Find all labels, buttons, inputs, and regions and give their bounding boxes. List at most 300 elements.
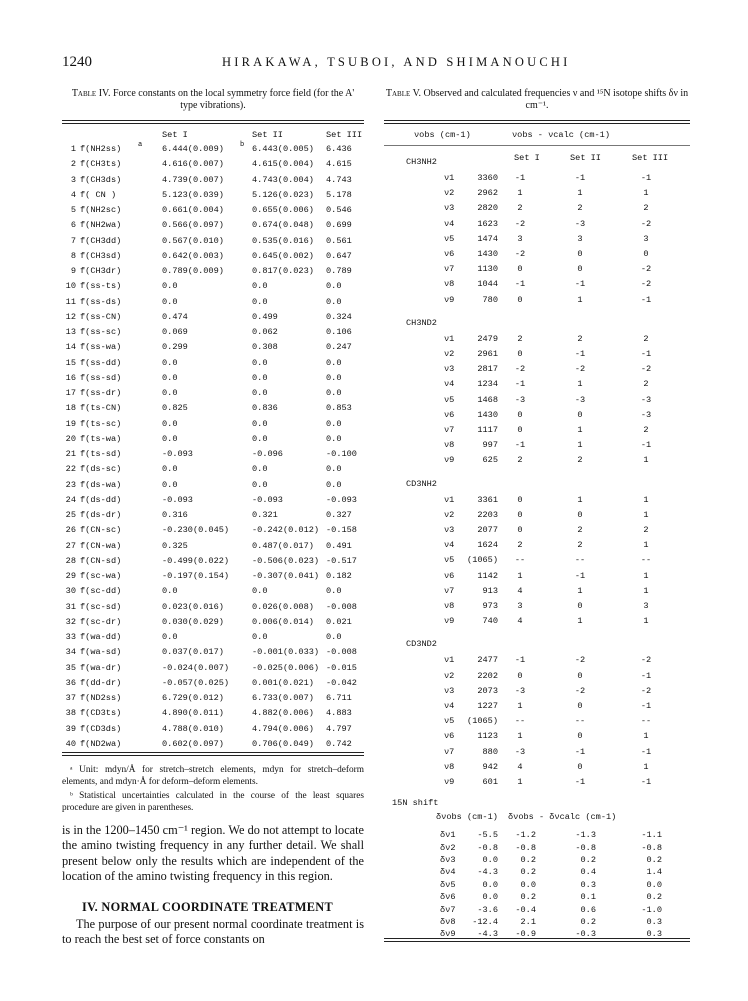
table4-row	[62, 448, 364, 460]
table5-obs-value: 1044	[477, 279, 498, 290]
table5-cell-set3: -2	[640, 264, 652, 275]
table5-shift-cell-set2: 0.1	[580, 892, 596, 903]
table5-obs-value: 1117	[477, 425, 498, 435]
table5-cell-set1: -2	[514, 249, 526, 259]
table4-row	[62, 570, 364, 582]
table5-obs-value: 913	[482, 585, 498, 596]
table4-row-number: 29	[65, 571, 76, 581]
table4-row	[62, 174, 364, 186]
table4-row-set2: 0.026(0.008)	[252, 601, 314, 612]
table4-row-constant: f(ND2ss)	[80, 693, 122, 703]
table4-row-set3: 0.106	[326, 327, 352, 337]
table4-row-set1: -0.499(0.022)	[162, 555, 230, 566]
table4-row	[62, 677, 364, 689]
table5-cell-set1: 4	[517, 761, 523, 772]
table4-row-set1: 0.566(0.097)	[162, 220, 224, 231]
table5-shift-cell-set2: -1.3	[575, 830, 596, 841]
table4-footnote-mark-a: a	[138, 141, 143, 149]
table4-row-set2: 0.0	[252, 357, 268, 368]
table4-row-set3: 0.182	[326, 571, 352, 581]
table5-shift-mode: δν8	[440, 917, 456, 927]
table4-row-number: 20	[65, 433, 76, 444]
table5-obs-value: 2073	[477, 685, 498, 696]
table4-row-number: 4	[70, 189, 76, 200]
table4-row-set3: -0.100	[326, 449, 357, 459]
table4-header-set1: Set I	[162, 130, 188, 140]
table4-row	[62, 707, 364, 719]
table4-row-set3: 0.0	[326, 464, 342, 475]
table4-row-set1: 0.325	[162, 540, 188, 551]
table5-caption-text: Observed and calculated frequencies ν and ¹⁵N isotope shifts δν in cm⁻¹.	[421, 88, 689, 111]
table4-row-set2: 4.794(0.006)	[252, 723, 314, 734]
table5-shift-obs: 0.0	[482, 855, 498, 865]
table4-footnote-a: ᵃ Unit: mdyn/Å for stretch–stretch elements, mdyn for stretch–deform elements, and mdyn·Å for deform–deform elements.	[62, 765, 364, 788]
table4-row-set3: 4.615	[326, 159, 352, 170]
table4-row-set2: 4.615(0.004)	[252, 159, 314, 170]
table4-row	[62, 143, 364, 155]
table5-mode: ν1	[444, 655, 455, 666]
table4-row-constant: f(sc-dd)	[80, 586, 122, 597]
table5-mode: ν5	[444, 233, 455, 244]
table4-row-set3: 0.327	[326, 510, 352, 520]
table4-row-constant: f(wa-dd)	[80, 632, 122, 642]
table4-row-constant: f(wa-sd)	[80, 647, 122, 658]
table4-row	[62, 189, 364, 201]
table5-cell-set3: --	[640, 555, 652, 566]
table4-row-constant: f(CD3ts)	[80, 708, 122, 719]
table4-row-constant: f(ss-sd)	[80, 372, 122, 383]
table4-row-constant: f(sc-wa)	[80, 571, 122, 581]
table5-shift-mode: δν2	[440, 842, 456, 853]
table5-cell-set1: -1	[514, 379, 526, 390]
table4-row-set1: 0.316	[162, 510, 188, 520]
table5-cell-set1: -1	[514, 440, 526, 451]
table5-cell-set1: 0	[517, 670, 523, 681]
table4-row-number: 21	[65, 449, 76, 459]
table4-row-set1: -0.230(0.045)	[162, 525, 230, 536]
table4-row-number: 34	[65, 647, 76, 658]
table4-top-rule	[62, 120, 364, 121]
table5-obs-value: 601	[482, 777, 498, 787]
table4-row	[62, 555, 364, 567]
table5-cell-set1: 3	[517, 233, 523, 244]
table5-cell-set2: --	[574, 716, 586, 727]
table4-caption	[62, 88, 364, 112]
table4-row-set1: 0.0	[162, 296, 178, 307]
table5-cell-set3: -1	[640, 173, 652, 183]
table5-cell-set1: 0	[517, 509, 523, 520]
table5-mode: ν4	[444, 218, 455, 229]
table4-row-set3: -0.008	[326, 647, 357, 658]
table4-row	[62, 738, 364, 750]
table4-row-number: 26	[65, 525, 76, 536]
table5-obs-value: 1142	[477, 570, 498, 581]
table4-row-number: 18	[65, 403, 76, 414]
table5-obs-value: 1123	[477, 731, 498, 742]
table5-label: Table V.	[385, 88, 422, 99]
table4-row-number: 23	[65, 479, 76, 490]
table5-mode: ν2	[444, 349, 455, 359]
table4-row-number: 8	[70, 250, 76, 261]
table4-row-set3: 0.699	[326, 220, 352, 231]
table5-obs-value: 1624	[477, 540, 498, 551]
table5-mode: ν6	[444, 731, 455, 742]
table5-cell-set1: 2	[517, 540, 523, 551]
table4-row-set1: 0.642(0.003)	[162, 250, 224, 261]
table5-cell-set2: -1	[574, 570, 586, 581]
table5-cell-set3: -2	[640, 364, 652, 375]
table4-row-number: 40	[65, 738, 76, 749]
table5-cell-set3: 3	[643, 233, 649, 244]
table4-bottom-rule-2	[62, 755, 364, 756]
table5-obs-value: 1430	[477, 409, 498, 420]
table4-row-constant: f(ts-wa)	[80, 433, 122, 444]
table5-cell-set2: -1	[574, 279, 586, 290]
table4-row	[62, 524, 364, 536]
table5-mode: ν9	[444, 777, 455, 787]
table4-row-constant: f(ts-CN)	[80, 403, 122, 414]
table5-shift-cell-set2: 0.3	[580, 879, 596, 890]
table4-row-constant: f( CN )	[80, 189, 117, 200]
table4-row-set2: 0.006(0.014)	[252, 616, 314, 627]
table5-shift-cell-set2: -0.8	[575, 842, 596, 853]
table4-row	[62, 326, 364, 338]
table4-row	[62, 357, 364, 369]
table4-footnote-mark-b: b	[240, 141, 245, 149]
table4-row-constant: f(ss-sc)	[80, 327, 122, 337]
table5-mode: ν4	[444, 540, 455, 551]
table5-obs-value: 2479	[477, 333, 498, 344]
table4-row-constant: f(sc-sd)	[80, 601, 122, 612]
table5-shift-cell-set2: 0.2	[580, 855, 596, 865]
table4-row-set3: 0.0	[326, 296, 342, 307]
table4-row-number: 36	[65, 677, 76, 688]
table5-mode: ν8	[444, 761, 455, 772]
table5-cell-set3: 2	[643, 425, 649, 435]
table5-shift-mode: δν4	[440, 867, 456, 878]
table4-row-number: 14	[65, 342, 76, 353]
table4-caption-text: Force constants on the local symmetry force field (for the A' type vibrations).	[110, 88, 355, 111]
table4-row-constant: f(ts-sd)	[80, 449, 122, 459]
table5-cell-set2: 1	[577, 425, 583, 435]
table5-shift-obs: -5.5	[477, 830, 498, 841]
table5-shift-obs: -4.3	[477, 867, 498, 878]
table4-row	[62, 540, 364, 552]
table5-cell-set3: 1	[643, 455, 649, 466]
body-paragraph-1: is in the 1200–1450 cm⁻¹ region. We do not attempt to locate the amino twisting frequency in any further detail. We shall present below only the results which are independent of the location of the amino twisting frequency in this region.	[62, 823, 364, 883]
table5-shift-obs: 0.0	[482, 879, 498, 890]
table4-row-constant: f(CN-sc)	[80, 525, 122, 536]
table5-cell-set3: -3	[640, 394, 652, 405]
table5-shift-header-diff: δνobs - δνcalc (cm-1)	[508, 812, 617, 823]
table4-row	[62, 631, 364, 643]
table5-cell-set2: 0	[577, 701, 583, 711]
table5-cell-set3: 2	[643, 379, 649, 390]
table4-row-constant: f(ss-dr)	[80, 388, 122, 398]
table5-header-rule	[384, 145, 690, 146]
table4-row-set1: 0.0	[162, 388, 178, 398]
table4-row-set3: 5.178	[326, 189, 352, 200]
table4-row-set3: 0.853	[326, 403, 352, 414]
table4-row-set2: 5.126(0.023)	[252, 189, 314, 200]
table5-shift-cell-set3: 0.2	[646, 892, 662, 903]
table4-row-set1: 0.0	[162, 586, 178, 597]
table4-row-set3: 0.247	[326, 342, 352, 353]
table5-cell-set1: 0	[517, 494, 523, 505]
table4-row-set2: 0.0	[252, 464, 268, 475]
table5-obs-value: 1468	[477, 394, 498, 405]
table5-mode: ν8	[444, 279, 455, 290]
table5-cell-set2: -2	[574, 655, 586, 666]
table5-cell-set1: 1	[517, 731, 523, 742]
table5-mode: ν4	[444, 701, 455, 711]
table5-shift-cell-set2: 0.2	[580, 917, 596, 927]
table5-shift-header-obs: δνobs (cm-1)	[436, 812, 498, 823]
table4-row-constant: f(NH2wa)	[80, 220, 122, 231]
table4-row-number: 16	[65, 372, 76, 383]
table4-row-set3: 0.0	[326, 372, 342, 383]
table5-shift-mode: δν9	[440, 929, 456, 940]
table5-shift-obs: -12.4	[472, 917, 498, 927]
table5-mode: ν4	[444, 379, 455, 390]
table4-row-constant: f(CN-wa)	[80, 540, 122, 551]
table5-cell-set3: -1	[640, 701, 652, 711]
table4-row-number: 3	[70, 174, 76, 185]
table4-row-number: 31	[65, 601, 76, 612]
table5-shift-cell-set1: 0.2	[520, 855, 536, 865]
table4-row-constant: f(NH2sc)	[80, 205, 122, 215]
table5-cell-set3: 1	[643, 731, 649, 742]
table4-row-set1: 0.0	[162, 372, 178, 383]
table4-row-set3: 4.883	[326, 708, 352, 719]
table4-row-set2: 0.062	[252, 327, 278, 337]
table4-row-constant: f(ss-wa)	[80, 342, 122, 353]
table4-row	[62, 662, 364, 674]
table4-header-set3: Set III	[326, 130, 363, 140]
table4-row-set1: 4.616(0.007)	[162, 159, 224, 170]
table5-cell-set2: 1	[577, 585, 583, 596]
table5-mode: ν8	[444, 440, 455, 451]
table4-row-set1: 0.0	[162, 464, 178, 475]
table5-cell-set2: 0	[577, 761, 583, 772]
table5-shift-cell-set3: -0.8	[641, 842, 662, 853]
table5-obs-value: 997	[482, 440, 498, 451]
table4-row	[62, 311, 364, 323]
table5-obs-value: 780	[482, 294, 498, 305]
table5-shift-obs: -3.6	[477, 904, 498, 915]
table4-row-set1: 0.789(0.009)	[162, 266, 224, 276]
table4-row-constant: f(CD3ds)	[80, 723, 122, 734]
table5-shift-cell-set3: 0.3	[646, 917, 662, 927]
table4-row	[62, 723, 364, 735]
table5-cell-set2: -1	[574, 173, 586, 183]
table4-row-set2: 0.0	[252, 433, 268, 444]
table5-obs-value: 740	[482, 616, 498, 627]
table5-set2-header: Set II	[570, 153, 601, 163]
table4-row-set3: 4.797	[326, 723, 352, 734]
table5	[384, 127, 690, 940]
table5-obs-value: 2962	[477, 188, 498, 199]
table4-row	[62, 479, 364, 491]
table5-cell-set1: --	[514, 555, 526, 566]
table4-row-constant: f(ds-sc)	[80, 464, 122, 475]
table5-cell-set2: -1	[574, 777, 586, 787]
table5-obs-value: 1623	[477, 218, 498, 229]
table4-row-set2: 0.817(0.023)	[252, 266, 314, 276]
table4-row-set1: 0.661(0.004)	[162, 205, 224, 215]
table5-obs-value: 2077	[477, 525, 498, 535]
table4-row-constant: f(ds-dd)	[80, 494, 122, 505]
table5-cell-set2: 0	[577, 731, 583, 742]
table5-shift-cell-set1: 0.2	[520, 867, 536, 878]
table5-mode: ν9	[444, 294, 455, 305]
table5-shift-cell-set3: 0.3	[646, 929, 662, 940]
table5-obs-value: 2203	[477, 509, 498, 520]
table5-obs-value: 880	[482, 746, 498, 757]
table4-row-set3: 0.0	[326, 388, 342, 398]
table4-row-set2: 0.0	[252, 632, 268, 642]
table5-shift-cell-set3: -1.1	[641, 830, 662, 841]
table4-row-number: 39	[65, 723, 76, 734]
table5-cell-set3: -2	[640, 218, 652, 229]
table5-cell-set1: 0	[517, 349, 523, 359]
table4-row-set3: 0.021	[326, 616, 352, 627]
table5-cell-set2: 1	[577, 440, 583, 451]
table4-row-set2: -0.242(0.012)	[252, 525, 320, 536]
table4-row-number: 15	[65, 357, 76, 368]
table4-row-number: 32	[65, 616, 76, 627]
table5-shift-cell-set3: 0.2	[646, 855, 662, 865]
table5-shift-cell-set1: 0.0	[520, 879, 536, 890]
table5-cell-set2: -3	[574, 218, 586, 229]
table5-cell-set2: -1	[574, 349, 586, 359]
table5-cell-set1: 1	[517, 701, 523, 711]
table4-row-set3: 0.0	[326, 418, 342, 429]
table5-cell-set2: --	[574, 555, 586, 566]
table4-label: Table IV.	[71, 88, 111, 99]
table5-cell-set3: -1	[640, 349, 652, 359]
table5-cell-set2: 2	[577, 455, 583, 466]
table5-cell-set3: -2	[640, 685, 652, 696]
table5-mode: ν6	[444, 249, 455, 259]
table4-row-set1: -0.093	[162, 494, 193, 505]
table5-shift-cell-set1: 0.2	[520, 892, 536, 903]
table5-cell-set2: -1	[574, 746, 586, 757]
table4-row	[62, 616, 364, 628]
table4-row	[62, 494, 364, 506]
table5-mode: ν5	[444, 555, 455, 566]
table5-cell-set1: -3	[514, 685, 526, 696]
table5-cell-set1: --	[514, 716, 526, 727]
table4-row	[62, 433, 364, 445]
table4-row-number: 2	[70, 159, 76, 170]
table4-row-number: 17	[65, 388, 76, 398]
table5-mode: ν7	[444, 746, 455, 757]
table4-row-set2: 0.0	[252, 388, 268, 398]
table4-row-number: 11	[65, 296, 76, 307]
table4-row-set1: 0.030(0.029)	[162, 616, 224, 627]
table4-row-number: 5	[70, 205, 76, 215]
table4-row-constant: f(CN-sd)	[80, 555, 122, 566]
table5-cell-set1: -1	[514, 655, 526, 666]
table4-row-constant: f(wa-dr)	[80, 662, 122, 673]
table4-row-constant: f(CH3ds)	[80, 174, 122, 185]
table5-obs-value: 2202	[477, 670, 498, 681]
table4-row-set2: 0.0	[252, 372, 268, 383]
table4-row	[62, 280, 364, 292]
table4-row-number: 7	[70, 235, 76, 246]
table4-row-set1: 0.037(0.017)	[162, 647, 224, 658]
table4-row-set1: 0.474	[162, 311, 188, 322]
table5-cell-set2: 0	[577, 264, 583, 275]
table5-obs-value: 942	[482, 761, 498, 772]
table5-shift-cell-set3: 1.4	[646, 867, 662, 878]
table5-cell-set1: -1	[514, 279, 526, 290]
table4-row-set1: 0.0	[162, 632, 178, 642]
table5-shift-cell-set1: -0.4	[515, 904, 536, 915]
table5-obs-value: 3360	[477, 173, 498, 183]
table5-shift-cell-set2: -0.3	[575, 929, 596, 940]
table5-cell-set1: -1	[514, 173, 526, 183]
table5-cell-set3: 2	[643, 525, 649, 535]
table5-mode: ν3	[444, 525, 455, 535]
table4-row-set1: 6.729(0.012)	[162, 693, 224, 703]
table5-mode: ν5	[444, 716, 455, 727]
table4-row-set3: 0.789	[326, 266, 352, 276]
table5-shift-cell-set2: 0.4	[580, 867, 596, 878]
table5-cell-set1: -2	[514, 218, 526, 229]
table4-row-set2: -0.001(0.033)	[252, 647, 320, 658]
table5-caption	[384, 88, 690, 112]
table4-row-number: 9	[70, 266, 76, 276]
table5-cell-set2: 2	[577, 203, 583, 214]
table5-molecule-label: CD3NH2	[406, 478, 437, 489]
table5-mode: ν3	[444, 203, 455, 214]
table4-row-set3: -0.158	[326, 525, 357, 536]
table4-row-set2: 0.0	[252, 586, 268, 597]
table5-mode: ν1	[444, 333, 455, 344]
table5-cell-set1: 1	[517, 777, 523, 787]
table4-row-set3: 0.324	[326, 311, 352, 322]
table5-set3-header: Set III	[632, 153, 669, 163]
table4-row-set1: 0.825	[162, 403, 188, 414]
table4-row-set2: 0.321	[252, 510, 278, 520]
table5-mode: ν2	[444, 670, 455, 681]
table5-header-diff: νobs - νcalc (cm-1)	[512, 130, 610, 140]
table4-row-set2: -0.025(0.006)	[252, 662, 320, 673]
table5-obs-value: 1430	[477, 249, 498, 259]
table4-row-set2: -0.506(0.023)	[252, 555, 320, 566]
table4-row	[62, 250, 364, 262]
table5-cell-set2: 3	[577, 233, 583, 244]
table4-row-set1: 6.444(0.009)	[162, 144, 224, 154]
table4-row-number: 33	[65, 632, 76, 642]
table4-row-set1: 5.123(0.039)	[162, 189, 224, 200]
table5-cell-set3: -1	[640, 294, 652, 305]
table5-mode: ν6	[444, 570, 455, 581]
table5-cell-set2: 1	[577, 616, 583, 627]
table4-row	[62, 204, 364, 216]
table5-obs-value: 2820	[477, 203, 498, 214]
table5-obs-value: 1130	[477, 264, 498, 275]
table4-row-number: 6	[70, 220, 76, 231]
table5-cell-set3: 1	[643, 509, 649, 520]
table4-row-set1: 0.0	[162, 418, 178, 429]
table4-row-set1: -0.057(0.025)	[162, 677, 230, 688]
table4-row-set1: -0.024(0.007)	[162, 662, 230, 673]
table5-cell-set3: -3	[640, 409, 652, 420]
table4-row-set2: 0.499	[252, 311, 278, 322]
